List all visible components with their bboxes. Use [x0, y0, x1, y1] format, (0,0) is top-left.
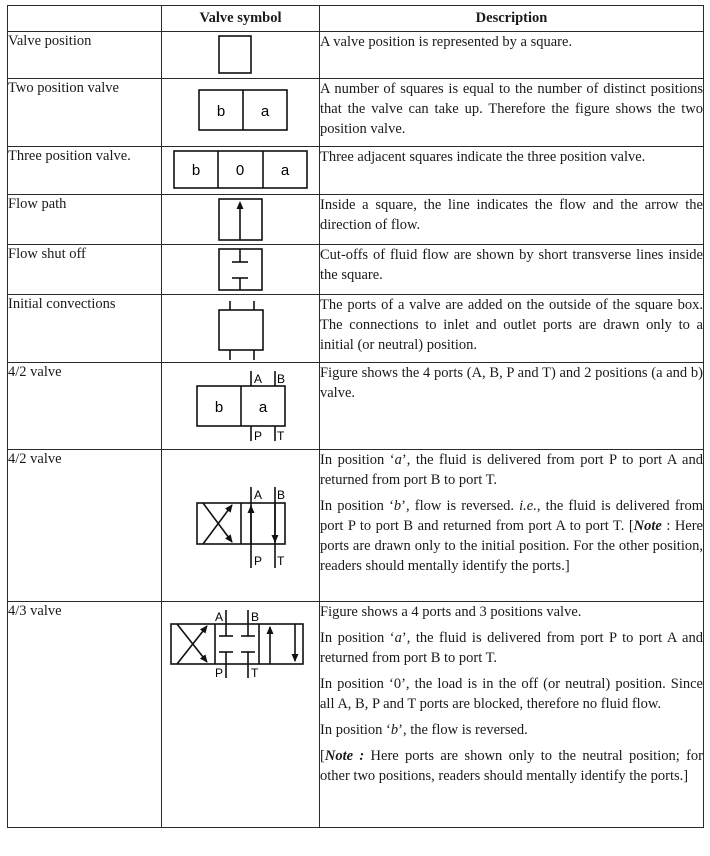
valve-symbol-cell — [162, 147, 320, 195]
description-text: Cut-offs of fluid flow are shown by short transverse lines inside the square. — [320, 247, 703, 283]
header-description: Description — [320, 6, 704, 32]
table-row — [8, 79, 704, 147]
row-term: Initial convections — [8, 295, 162, 363]
valve-symbol-cell — [162, 295, 320, 363]
row-term: 4/3 valve — [8, 602, 162, 828]
port-label-a: A — [254, 372, 263, 386]
port-label-b: B — [251, 610, 260, 624]
row-term: Two position valve — [8, 79, 162, 147]
row-description — [320, 32, 704, 79]
port-label-t: T — [277, 554, 285, 568]
row-description — [320, 245, 704, 295]
valve-symbol-cell — [162, 602, 320, 828]
port-label-b: B — [277, 372, 286, 386]
cross-arrow-up — [203, 505, 232, 544]
port-label-t: T — [277, 429, 285, 443]
port-label-t: T — [251, 666, 259, 680]
position-label-b: b — [191, 162, 201, 179]
position-label-a: a — [260, 103, 270, 120]
position-label-a: a — [280, 162, 290, 179]
valve-symbols-table — [7, 5, 704, 828]
row-description — [320, 79, 704, 147]
valve-symbol-cell — [162, 32, 320, 79]
flow-shutoff-symbol — [162, 245, 320, 295]
cross-arrow-down — [203, 503, 232, 542]
port-label-a: A — [254, 488, 263, 502]
arrow-up-icon — [237, 201, 244, 209]
row-description — [320, 602, 704, 828]
two-position-symbol — [162, 79, 320, 147]
description-text: A valve position is represented by a square. — [320, 34, 573, 50]
table-row — [8, 245, 704, 295]
description-text: The ports of a valve are added on the outside of the square box. The connections to inlet and outlet ports are drawn only to a initial (or neutral) position. — [320, 297, 703, 353]
single-square-symbol — [162, 32, 320, 79]
description-text: In position ‘a’, the fluid is delivered from port P to port A and returned from port B to port T. — [320, 452, 703, 488]
four-two-flow-symbol — [162, 450, 320, 602]
row-description — [320, 363, 704, 450]
table-header-row — [8, 6, 704, 32]
row-term: Flow path — [8, 195, 162, 245]
four-two-labeled-symbol — [162, 363, 320, 450]
description-text: A number of squares is equal to the number of distinct positions that the valve can take up. Therefore the figure shows the two position valve. — [320, 81, 703, 137]
row-term: Three position valve. — [8, 147, 162, 195]
table-row — [8, 450, 704, 602]
port-label-p: P — [254, 429, 263, 443]
description-text: Figure shows a 4 ports and 3 positions valve. — [320, 604, 582, 620]
port-label-a: A — [215, 610, 224, 624]
row-term: 4/2 valve — [8, 450, 162, 602]
position-label-a: a — [258, 399, 268, 416]
description-text: In position ‘0’, the load is in the off (or neutral) position. Since all A, B, P and T ports are blocked, therefore no fluid flow. — [320, 676, 703, 712]
description-text: Inside a square, the line indicates the flow and the arrow the direction of flow. — [320, 197, 703, 233]
table-row — [8, 295, 704, 363]
position-label-b: b — [214, 399, 224, 416]
position-label-0: 0 — [235, 162, 245, 179]
description-text: In position ‘a’, the fluid is delivered from port P to port A and returned from port B to port T. — [320, 630, 703, 666]
row-term: 4/2 valve — [8, 363, 162, 450]
row-description — [320, 147, 704, 195]
row-description — [320, 450, 704, 602]
row-description — [320, 195, 704, 245]
table-row — [8, 602, 704, 828]
description-text: In position ‘b’, flow is reversed. i.e., the fluid is delivered from port P to port B and returned from port A to port T. [Note : Here ports are drawn only to the initial position. For the other position, readers should mentally identify the ports.] — [320, 498, 703, 574]
position-label-b: b — [216, 103, 226, 120]
table-row — [8, 147, 704, 195]
valve-symbol-cell — [162, 363, 320, 450]
table-row — [8, 363, 704, 450]
ported-square-symbol — [162, 295, 320, 363]
description-text: [Note : Here ports are shown only to the neutral position; for other two positions, readers should mentally identify the ports.] — [320, 748, 703, 784]
header-term — [8, 6, 162, 32]
table-row — [8, 195, 704, 245]
valve-symbol-cell — [162, 79, 320, 147]
port-label-p: P — [215, 666, 224, 680]
table-row — [8, 32, 704, 79]
header-valve-symbol: Valve symbol — [162, 6, 320, 32]
port-label-p: P — [254, 554, 263, 568]
valve-symbol-cell — [162, 195, 320, 245]
flow-path-symbol — [162, 195, 320, 245]
row-description — [320, 295, 704, 363]
description-text: In position ‘b’, the flow is reversed. — [320, 722, 528, 738]
four-three-flow-symbol — [162, 602, 320, 722]
port-label-b: B — [277, 488, 286, 502]
row-term: Flow shut off — [8, 245, 162, 295]
valve-symbol-cell — [162, 245, 320, 295]
three-position-symbol — [162, 147, 320, 195]
row-term: Valve position — [8, 32, 162, 79]
description-text: Figure shows the 4 ports (A, B, P and T) and 2 positions (a and b) valve. — [320, 365, 703, 401]
description-text: Three adjacent squares indicate the three position valve. — [320, 149, 646, 165]
valve-symbol-cell — [162, 450, 320, 602]
